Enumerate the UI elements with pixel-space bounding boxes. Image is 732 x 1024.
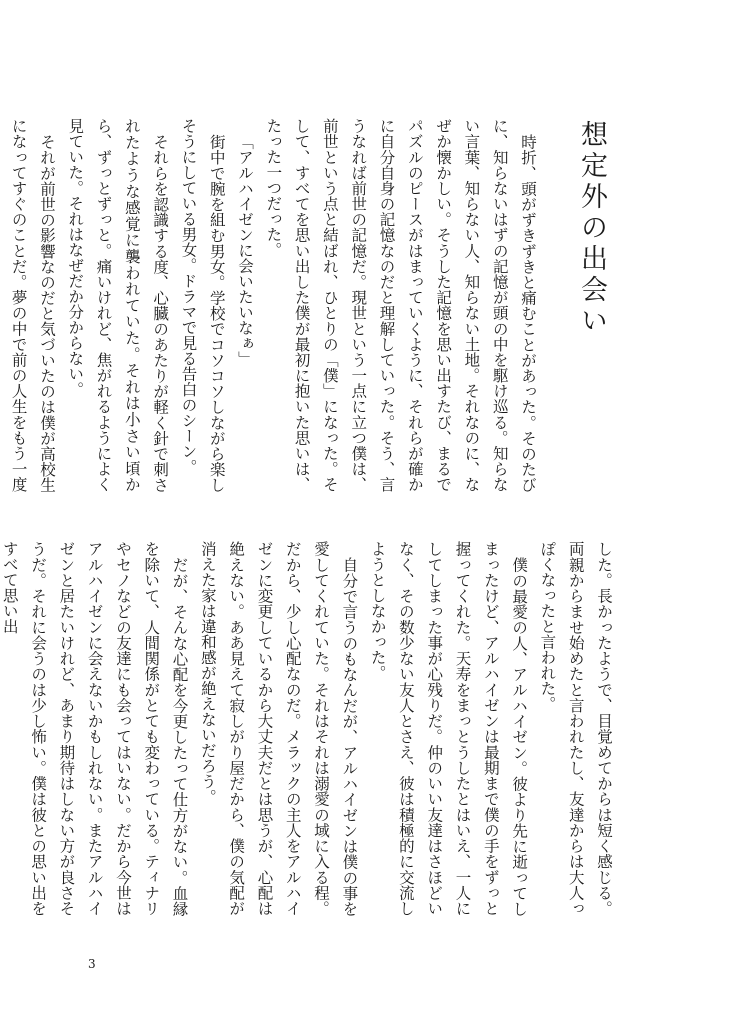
paragraph: それらを認識する度、心臓のあたりが軽く針で刺されたような感覚に襲われていた。それは小さい頃から、ずっとずっと。痛いけれど、焦がれるようによく見ていた。それはなぜだか分からない。 (66, 118, 170, 492)
paragraph: だが、そんな心配を今更したって仕方がない。血縁を除いて、人間関係がとても変わっている。ティナリやセノなどの友達にも会ってはいない。だから今世はアルハイゼンに会えないかもしれない。またアルハイゼンと居たいけれど、あまり期待はしない方が良さそうだ。それに会うのは少し怖い。僕は彼との思い出をすべて思い出 (0, 541, 189, 916)
paragraph: 僕の最愛の人、アルハイゼン。彼より先に逝ってしまったけど、アルハイゼンは最期まで僕の手をずっと握ってくれた。天寿をまっとうしたとはいえ、一人にしてしまった事が心残りだ。仲のいい友達はさほどいなく、その数少ない友人とさえ、彼は積極的に交流しようとしなかった。 (368, 541, 529, 916)
lower-text-block (0, 541, 618, 916)
paragraph: 自分で言うのもなんだが、アルハイゼンは僕の事を愛してくれていた。それはそれは溺愛の域に入る程。だから、少し心配なのだ。メラックの主人をアルハイゼンに変更しているから大丈夫だとは思うが、心配は絶えない。ああ見えて寂しがり屋だから、僕の気配が消えた家は違和感が絶えないだろう。 (198, 541, 359, 916)
paragraph: した。長かったようで、目覚めてからは短く感じる。両親からませ始めたと言われたし、友達からは大人っぽくなったと言われた。 (538, 541, 613, 916)
paragraph: 「アルハイゼンに会いたいなぁ」 (236, 133, 255, 366)
chapter-title: 想定外の出会い (576, 120, 607, 337)
upper-text-block (9, 118, 542, 492)
paragraph: 街中で腕を組む男女。学校でコソコソしながら楽しそうにしている男女。ドラマで見る告白のシーン。 (179, 118, 226, 492)
paragraph: それが前世の影響なのだと気づいたのは僕が高校生になってすぐのことだ。夢の中で前の人生をもう一度 (9, 118, 56, 492)
page-number: 3 (88, 957, 96, 971)
paragraph: 時折、頭がずきずきと痛むことがあった。そのたびに、知らないはずの記憶が頭の中を駆け巡る。知らない言葉、知らない人、知らない土地。それなのに、なぜか懐かしい。そうした記憶を思い出すたび、まるでパズルのピースがはまっていくように、それらが確かに自分自身の記憶なのだと理解していった。そう、言うなれば前世の記憶だ。現世という一点に立つ僕は、前世という点と結ばれ、ひとりの「僕」になった。そして、すべてを思い出した僕が最初に抱いた思いは、たった一つだった。 (264, 118, 537, 492)
